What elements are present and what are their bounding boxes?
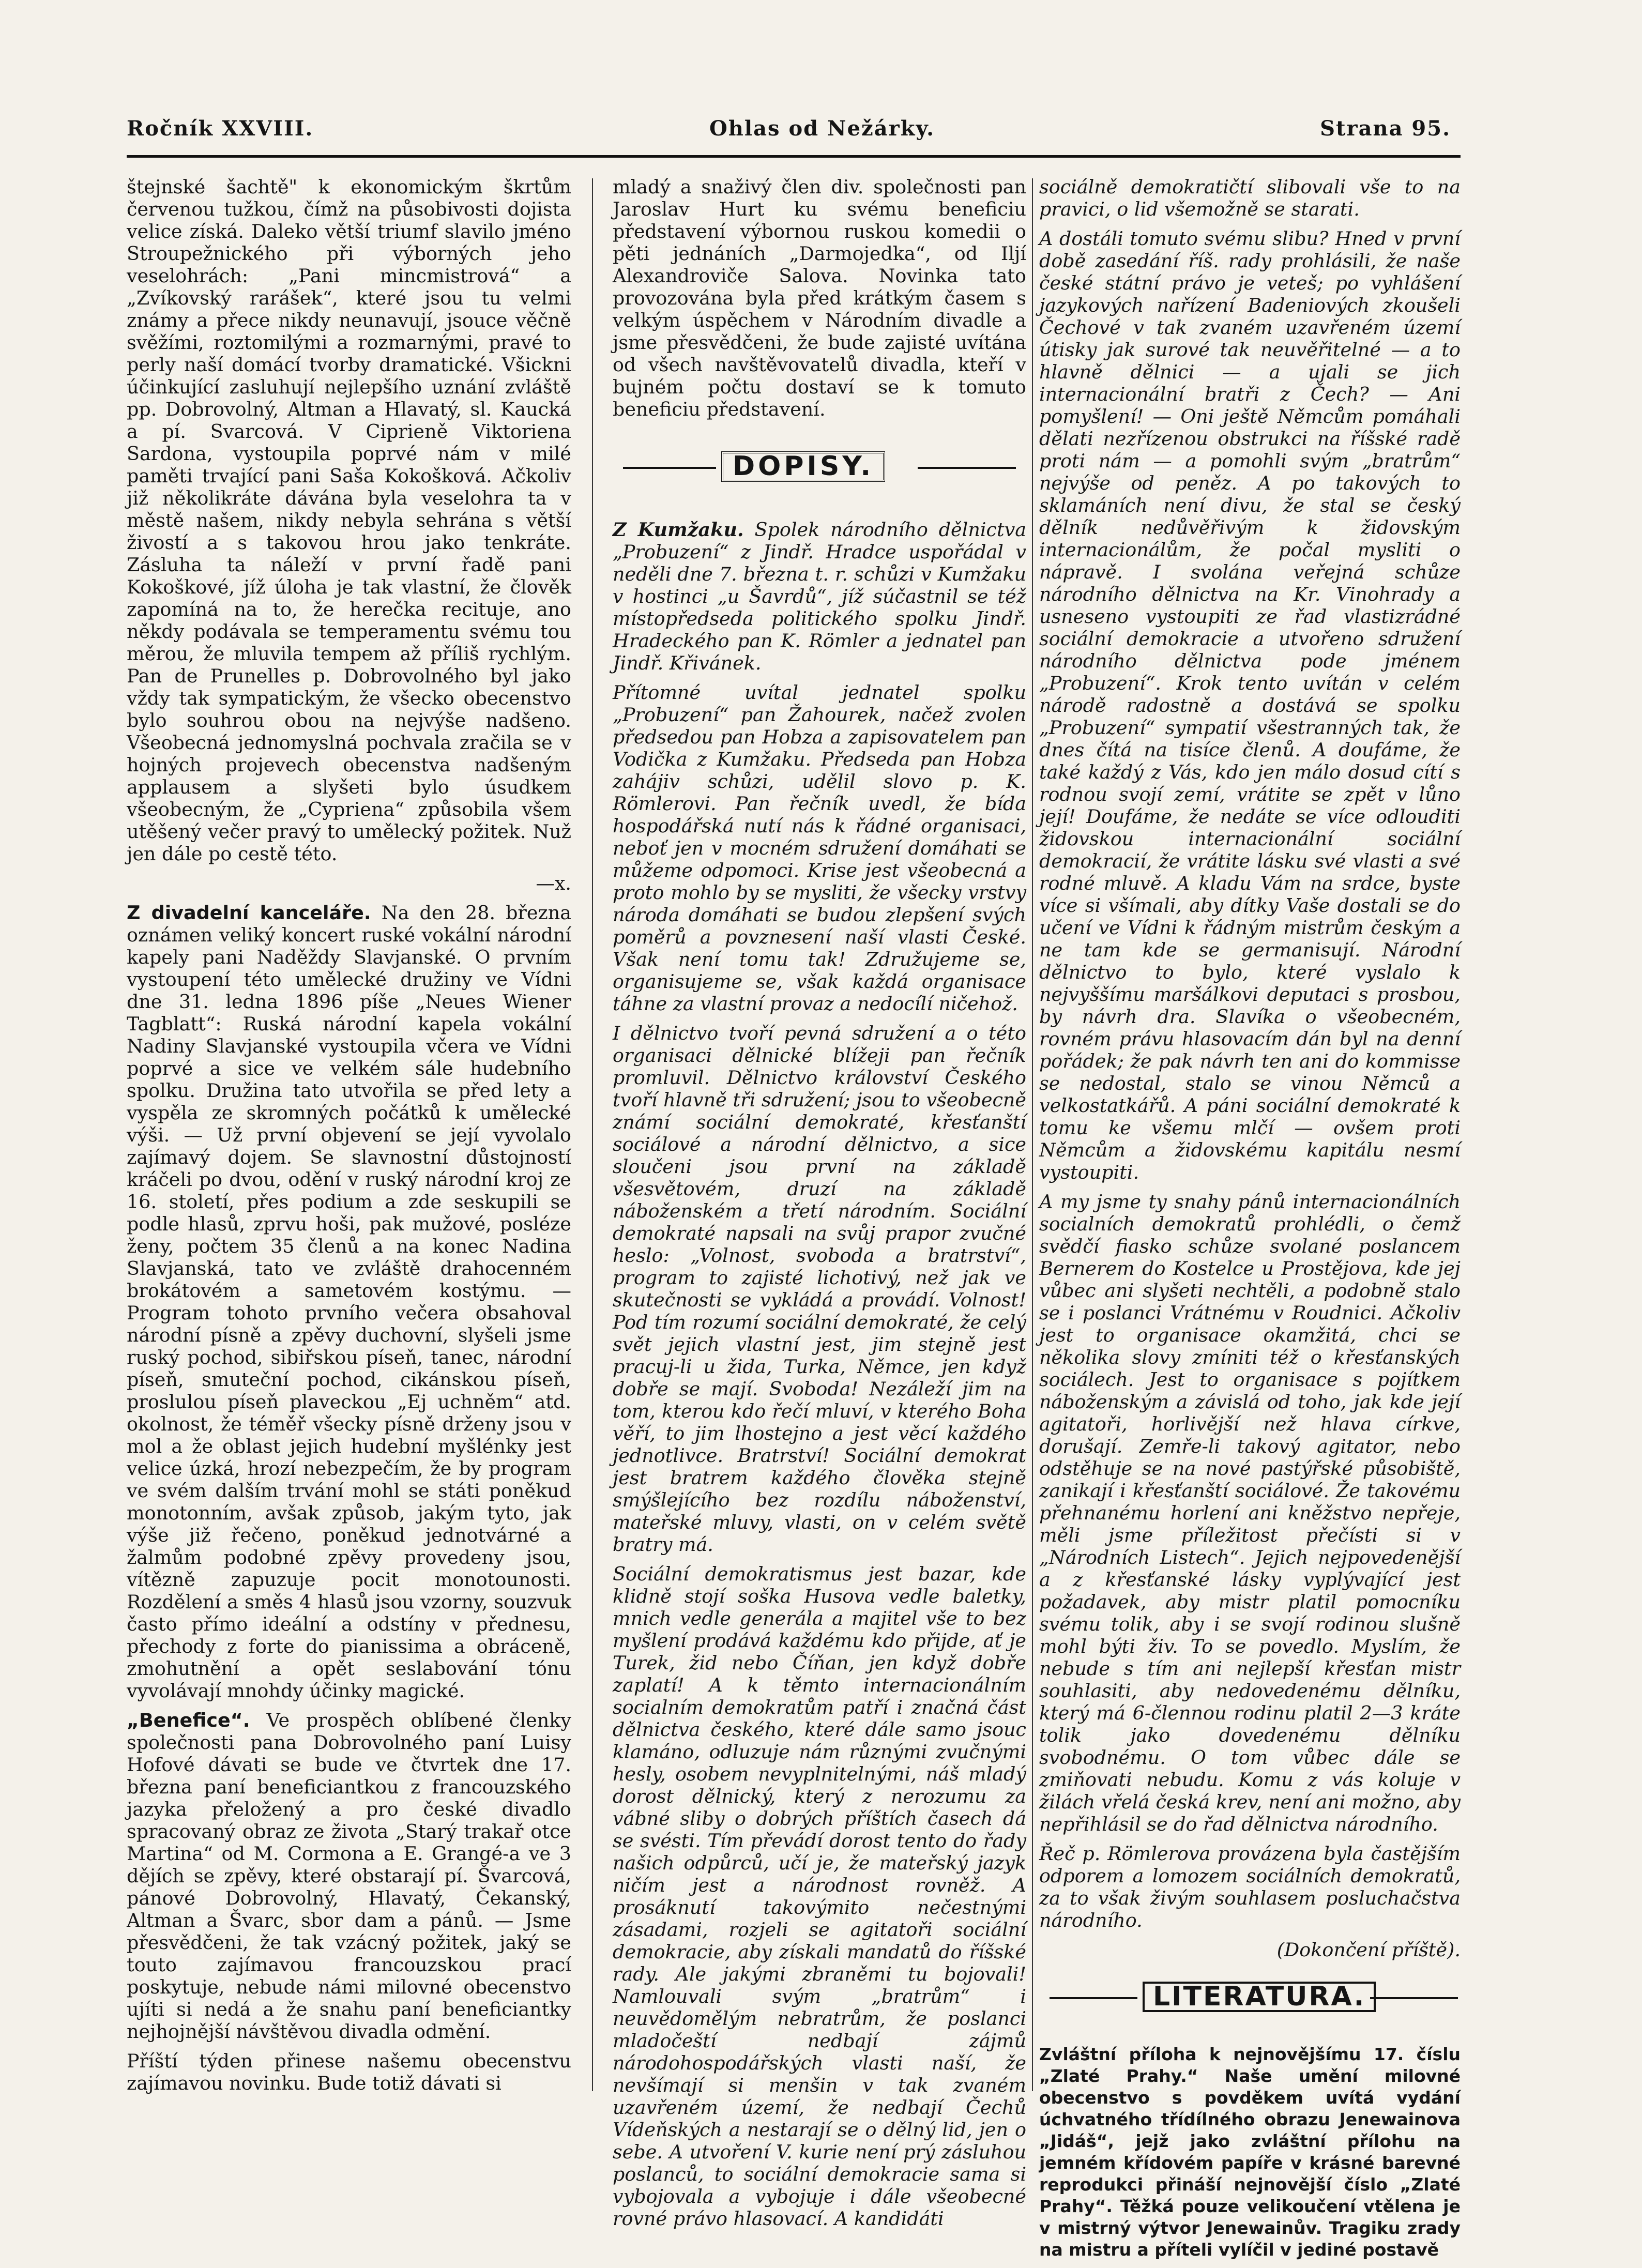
header-rule (127, 155, 1461, 158)
column-divider (1032, 178, 1033, 2091)
letter-paragraph: Přítomné uvítal jednatel spolku „Probuzení“ pan Žahourek, načež zvolen předsedou pan Hobza a zapisovatelem pan Vodička z Kumžaku. Předseda pan Hobza zahájiv schůzi, udělil slovo p. K. Römlerovi. Pan řečník uvedl, že bída hospodářská nutí nás k řádné organisaci, neboť jen v mocném sdružení domáhati se můžeme odpomoci. Krise jest všeobecná a proto mohlo by se mysliti, že všecky vrstvy národa domáhati se budou zlepšení svých poměrů a povznesení naší vlasti České. Však není tomu tak! Združujeme se, organisujeme se, však každá organisace táhne za vlastní provaz a nedocílí ničehož. (613, 681, 1026, 1015)
theatre-review-paragraph: štejnské šachtě" k ekonomickým škrtům červenou tužkou, čímž na působivosti dojista velice získá. Daleko větší triumf slavilo jméno Stroupežnického při výborných jeho veselohrách: „Pani mincmistrová“ a „Zvíkovský rarášek“, které jsou tu velmi známy a přece nikdy neunavují, jsouce věčně svěžími, roztomilými a rozmarnými, pravé to perly naší domácí tvorby dramatické. Všickni účinkující zasluhují nejlepšího uznání zvláště pp. Dobrovolný, Altman a Hlavatý, sl. Kaucká a pí. Svarcová. V Ciprieně Viktoriena Sardona, vystoupila poprvé nám v milé paměti trvající pani Saša Kokošková. Ačkoliv již několikráte dávána byla veselohra ta v městě našem, nikdy nebyla sehrána s větší živostí a s takovou hrou jako tenkráte. Zásluha ta náleží v první řadě pani Kokoškové, jíž úloha je tak vlastní, že člověk zapomíná na to, že herečka recituje, ano někdy podávala se temperamentu svému tou měrou, že mluvila tempem až příliš rychlým. Pan de Prunelles p. Dobrovolného byl jako vždy tak sympatickým, že všecko obecenstvo bylo souhrou obou na nejvýše nadšeno. Všeobecná jednomyslná pochvala zračila se v hojných projevech obecenstva nadšeným applausem a slyšeti bylo úsudkem všeobecným, že „Cypriena“ způsobila všem utěšený večer pravý to umělecký požitek. Nuž jen dále po cestě této. (127, 176, 571, 865)
article-title: Z Kumžaku. (613, 519, 744, 541)
page-number: Strana 95. (1320, 116, 1451, 141)
article-body: Na den 28. března oznámen veliký koncert ruské vokální národní kapely pani Naděždy Slavjanské. O prvním vystoupení této umělecké družiny ve Vídni dne 31. ledna 1896 píše „Neues Wiener Tagblatt“: Ruská národní kapela vokální Nadiny Slavjanské vystoupila včera ve Vídni poprvé a sice ve velkém sále hudebního spolku. Družina tato utvořila se před lety a vyspěla ze skromných počátků k umělecké výši. — Už první objevení se její vyvolalo zajímavý dojem. Se slavnostní důstojností kráčeli po dvou, odění v ruský národní kroj ze 16. století, přes podium a zde seskupili se podle hlasů, zprvu hoši, pak mužové, posléze ženy, počtem 35 členů a na konec Nadina Slavjanská, tato ve zvláště drahocenném brokátovém a sametovém kostýmu. — Program tohoto prvního večera obsahoval národní písně a zpěvy duchovní, slyšeli jsme ruský pochod, sibiřskou píseň, tanec, národní píseň, smuteční pochod, cikánskou píseň, proslulou píseň plaveckou „Ej uchněm“ atd. okolnost, že téměř všecky písně drženy jsou v mol a že oblast jejich hudební myšlénky jest velice úzká, hrozí nebezpečím, že by program ve svém dalším trvání mohl se státi poněkud monotonním, avšak způsob, jakým tyto, jak výše již řečeno, poněkud jednotvárné a žalmům podobné zpěvy provedeny jsou, vítězně zapuzuje pocit monotounosti. Rozdělení a směs 4 hlasů jsou vzorny, souzvuk často přímo ideální a odstíny v přednesu, přechody z forte do pianissima a obráceně, zmohutnění a opět seslabování tónu vyvolávají mnohdy účinky magické. (127, 902, 571, 1702)
section-heading (613, 431, 1026, 503)
letter-paragraph: I dělnictvo tvoří pevná sdružení a o této organisaci dělnické blížeji pan řečník promluvil. Dělnictvo království Českého tvoří hlavně tři sdružení; jsou to všeobecně známí sociální demokraté, křesťanští sociálové a národní dělnictvo, a sice sloučeni jsou první na základě všesvětovém, druzí na základě náboženském a třetí národním. Sociální demokraté napsali na svůj prapor zvučné heslo: „Volnost, svoboda a bratrství“, program to zajisté lichotivý, než jak ve skutečnosti se vykládá a provádí. Volnost! Pod tím rozumí sociální demokraté, že celý svět jejich vlastní jest, jim stejně jest pracuj-li u žida, Turka, Němce, jen když dobře se mají. Svoboda! Nezáleží jim na tom, kterou kdo řečí mluví, v kterého Boha věří, to jim lhostejno a jest věcí každého jednotlivce. Bratrství! Sociální demokrat jest bratrem každého člověka stejně smýšlejícího bez rozdílu náboženství, mateřské mluvy, vlasti, on v celém světě bratry má. (613, 1022, 1026, 1556)
letter-paragraph (613, 519, 1026, 674)
ornament-line (918, 467, 1016, 469)
letter-paragraph: A dostáli tomuto svému slibu? Hned v první době zasedání říš. rady prohlásili, že naše české státní právo je veteš; po vyhlášení jazykových nařízení Badeniových zkoušeli Čechové v tak zvaném uzavřeném území útisky jak surové tak neuvěřitelné — a to hlavně dělnici — a ujali se jich internacionální bratři z Čech? — Ani pomyšlení! — Oni ještě Němcům pomáhali dělati nezřízenou obstrukci na říšské radě proti nám — a pomohli svým „bratrům“ nejvýše od peněz. A po takových to sklamáních není divu, že stal se český dělník nedůvěřivým k židovským internacionálům, že počal mysliti o nápravě. I svolána veřejná schůze národního dělnictva na Kr. Vinohrady a usneseno vystoupiti ze řad vlastizrádné sociální demokracie a utvořeno sdružení národního dělnictva pode jménem „Probuzení“. Krok tento uvítán v celém národě radostně a dostává se spolku „Probuzení“ sympatií všestranných tak, že dnes čítá na tisíce členů. A doufáme, že také každý z Vás, kdo jen málo dosud cítí s rodnou svojí zemí, vrátite se zpět v lůno její! Doufáme, že nedáte se více odlouditi židovskou internacionální sociální demokracií, že vrátite lásku své vlasti a své rodné mluvě. A kladu Vám na srdce, byste více si všímali, aby dítky Vaše dostali se do učení ve Vídni k řádným mistrům českým a ne tam kde se germanisují. Národní dělnictvo to bylo, které vyslalo k nejvyššímu maršálkovi deputaci s prosbou, by návrh dra. Slavíka o všeobecném, rovném právu hlasovacím dán byl na denní pořádek; že pak návrh ten ani do kommisse se nedostal, stalo se vinou Němců a velkostatkářů. A páni sociální demokraté k tomu ke všemu mlčí — ovšem proti Němcům a židovskému kapitálu nesmí vystoupiti. (1039, 227, 1461, 1183)
volume-label: Ročník XXVIII. (127, 116, 314, 141)
theatre-office-paragraph (127, 902, 571, 1702)
ornament-line (623, 467, 716, 469)
section-title: DOPISY. (721, 451, 885, 482)
continuation-note: (Dokončení příště). (1276, 1939, 1461, 1961)
letter-paragraph: Řeč p. Römlerova provázena byla častějším odporem a lomozem sociálních demokratů, za to však živým souhlasem posluchačstva národního. (1039, 1843, 1461, 1931)
article-title: „Benefice“. (127, 1709, 250, 1731)
letter-paragraph: sociálně demokratičtí slibovali vše to na pravici, o lid všemožně se starati. (1039, 176, 1461, 220)
benefit-paragraph (127, 1709, 571, 2043)
literature-paragraph: Zvláštní příloha k nejnovějšímu 17. číslu „Zlaté Prahy.“ Naše umění milovné obecenstvo s povděkem uvítá vydání úchvatného třídílného obrazu Jenewainova „Jidáš“, jejž jako zvláštní přílohu na jemném křídovém papíře v krásné barevné reprodukci přináší nejnovější číslo „Zlaté Prahy“. Těžká pouze velikoučení vtělena je v mistrný výtvor Jenewainův. Tragiku zrady na mistru a příteli vylíčil v jediné postavě (1039, 2044, 1461, 2260)
section-title: LITERATURA. (1143, 1982, 1376, 2012)
review-signature: —x. (536, 872, 571, 894)
column-2 (613, 176, 1026, 2237)
column-divider (592, 178, 593, 2091)
ornament-line (1050, 1997, 1137, 1999)
article-body: Ve prospěch oblíbené členky společnosti pana Dobrovolného paní Luisy Hofové dávati se bude ve čtvrtek dne 17. března paní beneficiantkou z francouzského jazyka přeložený a pro české divadlo spracovaný obraz ze života „Starý trakař otce Martina“ od M. Cormona a E. Grangé-a ve 3 dějích se zpěvy, které obstarají pí. Švarcová, pánové Dobrovolný, Hlavatý, Čekanský, Altman a Švarc, sbor dam a pánů. — Jsme přesvědčeni, že tak vzácný požitek, jaký se touto zajímavou francouzskou prací poskytuje, nebude námi milovné obecenstvo ujíti si nedá a že snahu paní beneficiantky nejhojnější návštěvou divadla odmění. (127, 1709, 571, 2043)
column-1 (127, 176, 571, 2102)
letter-paragraph: A my jsme ty snahy pánů internacionálních socialních demokratů prohlédli, o čemž svědčí fiasko schůze svolané poslancem Bernerem do Kostelce u Prostějova, kde jej vůbec ani slyšeti nechtěli, a podobně stalo se i poslanci Vrátnému v Roudnici. Ačkoliv jest to organisace okamžitá, chci se několika slovy zmíniti též o křesťanských sociálech. Jest to organisace s pojítkem náboženským a závislá od toho, jak kde její agitatoři, horlivější než hlava církve, dorušají. Zemře-li takový agitator, nebo odstěhuje se na nové pastýřské působiště, zanikají i křesťanští sociálové. Že takovému přehnanému horlení ani kněžstvo nepřeje, měli jsme příležitost přečísti si v „Národních Listech“. Jejich nejpovedenější a z křesťanské lásky vyplývající jest požadavek, aby mistr platil pomocníku svému tolik, aby i se svojí rodinou slušně mohl býti živ. To se povedlo. Myslím, že nebude s tím ani nejlepší křesťan mistr souhlasiti, aby nedovedenému dělníku, který má 6-člennou rodinu platil 2—3 kráte tolik jako dovedenému dělníku svobodnému. O tom vůbec dále se zmiňovati nebudu. Komu z vás koluje v žilách vřelá česká krev, není ani možno, aby nepřihlásil se do řad dělnictva národního. (1039, 1191, 1461, 1835)
article-body: Spolek národního dělnictva „Probuzení“ z Jindř. Hradce uspořádal v neděli dne 7. března t. r. schůzi v Kumžaku v hostinci „u Šavrdů“, jíž súčastnil se též místopředseda politického spolku Jindř. Hradeckého pan K. Römler a jednatel pan Jindř. Křivánek. (613, 519, 1027, 674)
masthead-title: Ohlas od Nežárky. (709, 116, 935, 141)
article-title: Z divadelní kanceláře. (127, 902, 371, 924)
ornament-line (1370, 1997, 1458, 1999)
letter-paragraph: Sociální demokratismus jest bazar, kde klidně stojí soška Husova vedle baletky, mnich vedle generála a majitel vše to bez myšlení prodává každému kdo přijde, ať je Turek, žid nebo Číňan, jen když dobře zaplatí! A k těmto internacionálním socialním demokratům patří i značná část dělnictva českého, které dále samo jsouc klamáno, odluzuje nám různými zvučnými hesly, osobem nevyplnitelnými, náš mladý dorost dělnický, který z nerozumu za vábné sliby o dobrých příštích časech dá se svésti. Tím převádí dorost tento do řady našich odpůrců, učí je, že mateřský jazyk ničím jest a národnost rovněž. A prosáknutí takovýmito nečestnými zásadami, rozjeli se agitatoři sociální demokracie, aby získali mandatů do říšské rady. Ale jakými zbraněmi tu bojovali! Namlouvali svým „bratrům“ i neuvědomělým nebratrům, že poslanci mladočeští nedbají zájmů národohospodářských vlasti naší, že nevšímají si menšin v tak zvaném uzavřeném území, že nedbají Čechů Vídeňských a nestarají se o dělný lid, jen o sebe. A utvoření V. kurie není prý zásluhou poslanců, to sociální demokracie sama si vybojovala a vybojuje i dále všeobecné rovné právo hlasovací. A kandidáti (613, 1563, 1026, 2230)
benefit-continued-paragraph: mladý a snaživý člen div. společnosti pan Jaroslav Hurt ku svému beneficiu představení výbornou ruskou komedii o pěti jednáních „Darmojedka“, od Iljí Alexandroviče Salova. Novinka tato provozována byla před krátkým časem s velkým úspěchem v Národním divadle a jsme přesvědčeni, že bude zajisté uvítána od všech navštěvovatelů divadla, kteří v bujném počtu dostaví se k tomuto beneficiu představení. (613, 176, 1026, 420)
next-week-paragraph: Příští týden přinese našemu obecenstvu zajímavou novinku. Bude totiž dávati si (127, 2050, 571, 2094)
column-3 (1039, 176, 1461, 2268)
section-heading (1039, 1971, 1461, 2033)
